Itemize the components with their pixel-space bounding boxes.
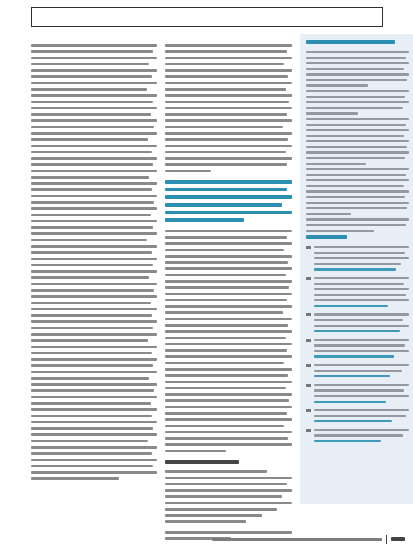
literature-entry xyxy=(306,339,409,361)
running-footer xyxy=(212,538,382,541)
literature-entry xyxy=(306,246,409,274)
sidebar-box xyxy=(300,34,413,504)
literature-entry xyxy=(306,429,409,446)
body-column-middle xyxy=(165,44,292,544)
literature-entry xyxy=(306,277,409,310)
header-box xyxy=(31,7,383,27)
page-footer xyxy=(212,534,405,544)
literature-heading xyxy=(306,235,347,239)
body-column-left xyxy=(31,44,157,484)
literature-entry xyxy=(306,364,409,381)
literature-entry xyxy=(306,384,409,406)
pull-quote xyxy=(165,180,292,222)
literature-entry xyxy=(306,409,409,426)
sidebar-heading xyxy=(306,40,395,44)
section-heading xyxy=(165,460,239,464)
page-number xyxy=(391,537,405,541)
literature-entry xyxy=(306,313,409,335)
